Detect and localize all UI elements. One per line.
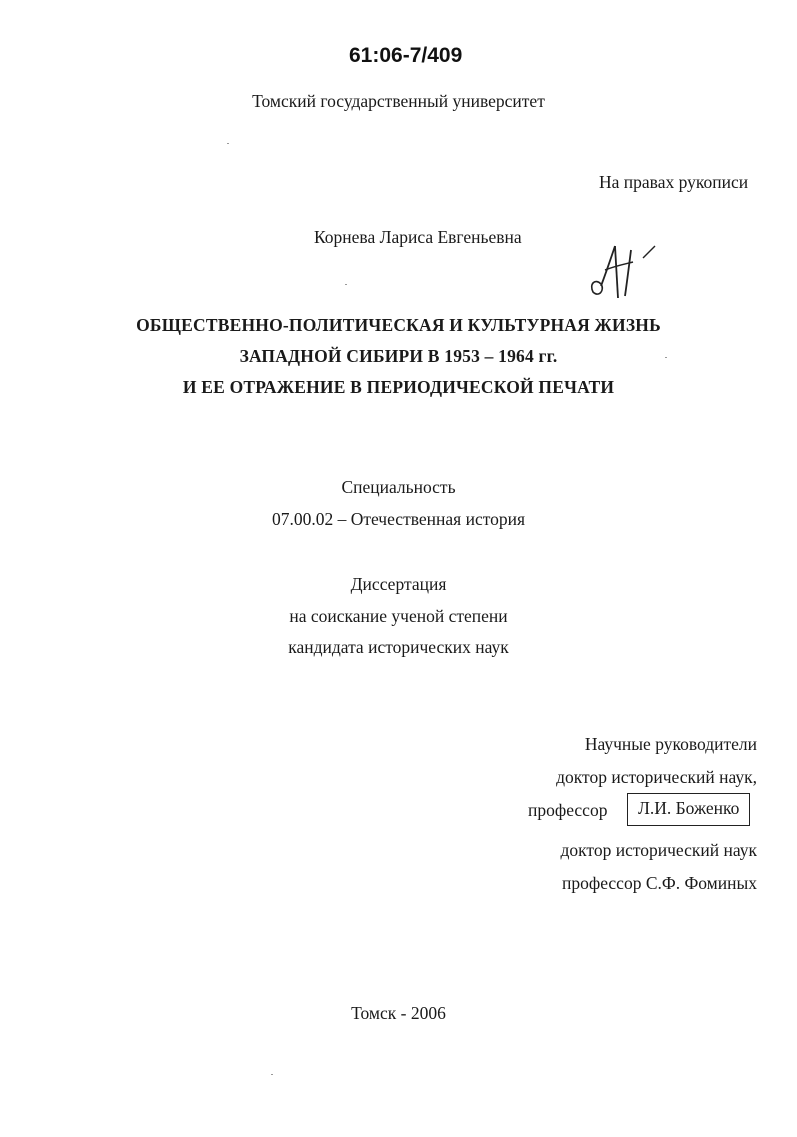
place-and-year: Томск - 2006 (351, 1003, 446, 1023)
dissertation-field-line: кандидата исторических наук (288, 637, 509, 657)
author-name: Корнева Лариса Евгеньевна (314, 227, 522, 247)
rights-note: На правах рукописи (599, 172, 749, 192)
title-line-1: ОБЩЕСТВЕННО-ПОЛИТИЧЕСКАЯ И КУЛЬТУРНАЯ ЖИЗНЬ (136, 315, 661, 335)
scan-speck (271, 1074, 273, 1075)
specialty-code: 07.00.02 – Отечественная история (271, 509, 526, 529)
archive-stamp-number: 61:06-7/409 (349, 44, 463, 67)
title-line-2: ЗАПАДНОЙ СИБИРИ В 1953 – 1964 гг. (239, 346, 558, 366)
dissertation-label: Диссертация (350, 574, 447, 594)
supervisor-1-degree: доктор исторический наук, (556, 767, 757, 787)
signature-mark (585, 240, 660, 302)
institution-name: Томский государственный университет (252, 91, 545, 111)
supervisor-1-name-box: Л.И. Боженко (627, 793, 750, 826)
supervisor-2-degree: доктор исторический наук (560, 840, 757, 860)
supervisors-heading: Научные руководители (584, 734, 757, 754)
scan-speck (665, 357, 667, 358)
supervisor-2-title-name: профессор С.Ф. Фоминых (562, 873, 757, 893)
scan-speck (345, 284, 347, 285)
title-line-3: И ЕЕ ОТРАЖЕНИЕ В ПЕРИОДИЧЕСКОЙ ПЕЧАТИ (182, 377, 615, 397)
scan-speck (227, 143, 229, 144)
dissertation-degree-line: на соискание ученой степени (289, 606, 508, 626)
supervisor-1-title: профессор (528, 800, 608, 820)
specialty-label: Специальность (341, 477, 456, 497)
